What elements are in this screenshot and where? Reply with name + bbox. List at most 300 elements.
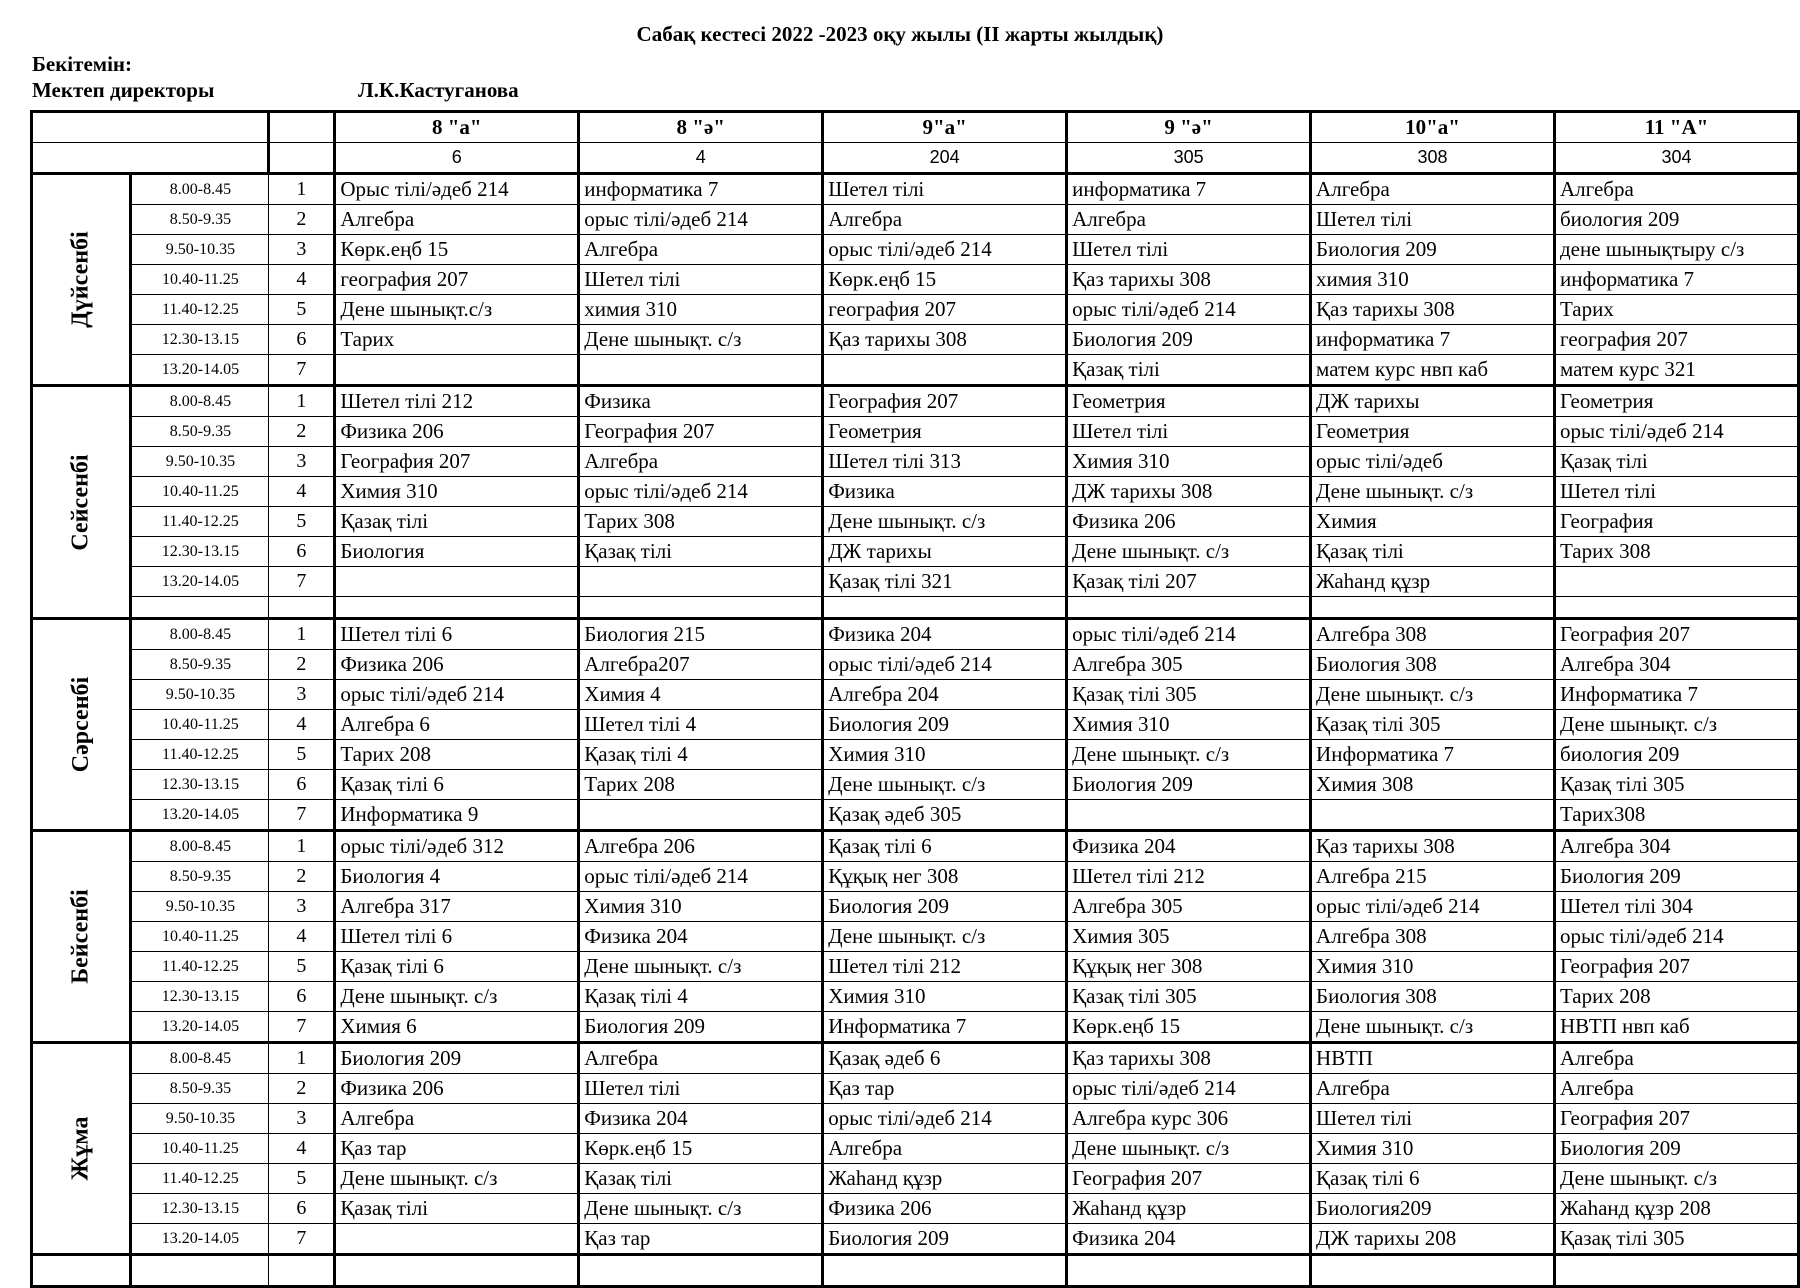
lesson-cell: Химия 310 (1067, 710, 1311, 740)
lesson-row (32, 619, 1799, 650)
lesson-row (32, 892, 1799, 922)
lesson-cell: орыс тілі/әдеб 214 (579, 862, 823, 892)
lesson-cell: Физика 204 (579, 922, 823, 952)
lesson-number: 1 (269, 619, 335, 650)
lesson-row (32, 1164, 1799, 1194)
lesson-cell: информатика 7 (579, 174, 823, 205)
lesson-number: 2 (269, 1074, 335, 1104)
lesson-cell: Информатика 7 (1311, 740, 1555, 770)
lesson-cell: Дене шынықт. с/з (335, 982, 579, 1012)
day-name: Бейсенбі (67, 889, 94, 984)
lesson-cell: Химия 310 (335, 477, 579, 507)
lesson-cell: орыс тілі/әдеб 214 (579, 477, 823, 507)
lesson-cell: Шетел тілі 6 (335, 619, 579, 650)
lesson-cell: Дене шынықт. с/з (579, 952, 823, 982)
empty-cell (335, 1255, 579, 1287)
schedule-table (30, 110, 1800, 1288)
lesson-cell: Геометрия (1067, 386, 1311, 417)
lesson-time: 8.50-9.35 (131, 862, 269, 892)
lesson-cell: биология 209 (1554, 740, 1798, 770)
class-name: 8 "а" (335, 112, 579, 143)
lesson-cell: Шетел тілі 212 (823, 952, 1067, 982)
lesson-cell: ДЖ тарихы (823, 537, 1067, 567)
spacer-row (32, 597, 1799, 619)
lesson-number: 3 (269, 447, 335, 477)
lesson-cell: Қаз тарихы 308 (1311, 295, 1555, 325)
lesson-number: 6 (269, 537, 335, 567)
lesson-cell: Қазақ тілі 207 (1067, 567, 1311, 597)
lesson-cell: ДЖ тарихы 308 (1067, 477, 1311, 507)
lesson-cell: информатика 7 (1311, 325, 1555, 355)
lesson-time: 8.00-8.45 (131, 1043, 269, 1074)
lesson-cell: орыс тілі/әдеб 214 (579, 205, 823, 235)
lesson-cell: Биология 215 (579, 619, 823, 650)
lesson-time: 8.00-8.45 (131, 831, 269, 862)
lesson-cell: Химия 310 (823, 740, 1067, 770)
lesson-cell: Шетел тілі 4 (579, 710, 823, 740)
lesson-cell: Қазақ тілі 305 (1554, 1224, 1798, 1255)
lesson-cell: Дене шынықт. с/з (823, 507, 1067, 537)
lesson-cell: Тарих (335, 325, 579, 355)
lesson-cell: Қаз тар (823, 1074, 1067, 1104)
lesson-time: 9.50-10.35 (131, 1104, 269, 1134)
lesson-row (32, 386, 1799, 417)
lesson-time: 10.40-11.25 (131, 922, 269, 952)
lesson-number: 1 (269, 174, 335, 205)
lesson-cell: Алгебра 204 (823, 680, 1067, 710)
lesson-number: 5 (269, 295, 335, 325)
lesson-cell: орыс тілі/әдеб 312 (335, 831, 579, 862)
lesson-time: 11.40-12.25 (131, 1164, 269, 1194)
lesson-cell: матем курс нвп каб (1311, 355, 1555, 386)
lesson-cell: Алгебра (1554, 174, 1798, 205)
lesson-row (32, 1043, 1799, 1074)
lesson-row (32, 325, 1799, 355)
lesson-cell: Алгебра 308 (1311, 922, 1555, 952)
lesson-cell: Биология 4 (335, 862, 579, 892)
lesson-cell: Дене шынықт. с/з (579, 1194, 823, 1224)
lesson-cell: Жаһанд құзр (823, 1164, 1067, 1194)
lesson-row (32, 770, 1799, 800)
lesson-number: 2 (269, 205, 335, 235)
lesson-number: 4 (269, 710, 335, 740)
lesson-number: 2 (269, 417, 335, 447)
lesson-time: 12.30-13.15 (131, 982, 269, 1012)
lesson-number: 3 (269, 892, 335, 922)
empty-cell (32, 1255, 131, 1287)
lesson-cell: Дене шынықт. с/з (1311, 1012, 1555, 1043)
lesson-cell: Биология 209 (1067, 325, 1311, 355)
lesson-row (32, 1134, 1799, 1164)
lesson-cell: Физика 206 (335, 650, 579, 680)
lesson-row (32, 537, 1799, 567)
lesson-cell: Дене шынықт. с/з (579, 325, 823, 355)
lesson-cell: Геометрия (1554, 386, 1798, 417)
lesson-number: 3 (269, 235, 335, 265)
lesson-cell: Қаз тар (335, 1134, 579, 1164)
lesson-cell: Көрк.еңб 15 (335, 235, 579, 265)
lesson-cell: Қаз тарихы 308 (1067, 265, 1311, 295)
lesson-cell: География (1554, 507, 1798, 537)
lesson-cell: Тарих308 (1554, 800, 1798, 831)
lesson-cell: Шетел тілі (823, 174, 1067, 205)
lesson-cell: Физика 204 (1067, 1224, 1311, 1255)
lesson-cell: орыс тілі/әдеб (1311, 447, 1555, 477)
lesson-cell (335, 1224, 579, 1255)
director-name: Л.К.Кастуганова (358, 78, 519, 102)
class-name: 9 "ә" (1067, 112, 1311, 143)
day-label-cell (32, 386, 131, 619)
lesson-cell (335, 355, 579, 386)
empty-cell (1554, 597, 1798, 619)
lesson-cell: Қазақ тілі 305 (1311, 710, 1555, 740)
lesson-number: 2 (269, 650, 335, 680)
day-name: Дүйсенбі (67, 231, 94, 328)
class-name: 11 "А" (1554, 112, 1798, 143)
lesson-cell: Шетел тілі 313 (823, 447, 1067, 477)
lesson-row (32, 205, 1799, 235)
lesson-cell: Қазақ тілі 305 (1067, 982, 1311, 1012)
blank-row (32, 1255, 1799, 1287)
lesson-cell (1067, 800, 1311, 831)
lesson-cell: Химия 310 (1067, 447, 1311, 477)
lesson-cell: Дене шынықт. с/з (823, 770, 1067, 800)
lesson-cell: орыс тілі/әдеб 214 (1067, 619, 1311, 650)
lesson-cell: дене шынықтыру с/з (1554, 235, 1798, 265)
lesson-cell: Дене шынықт. с/з (1067, 740, 1311, 770)
lesson-cell: Химия (1311, 507, 1555, 537)
class-room: 308 (1311, 143, 1555, 174)
lesson-row (32, 567, 1799, 597)
empty-cell (269, 1255, 335, 1287)
lesson-cell: Қазақ тілі (579, 537, 823, 567)
class-room: 204 (823, 143, 1067, 174)
lesson-cell: География 207 (1554, 952, 1798, 982)
lesson-row (32, 1012, 1799, 1043)
lesson-cell: Тарих (1554, 295, 1798, 325)
lesson-time: 10.40-11.25 (131, 477, 269, 507)
lesson-cell: Қаз тарихы 308 (1311, 831, 1555, 862)
lesson-cell: Алгебра (1311, 1074, 1555, 1104)
lesson-cell: Шетел тілі 304 (1554, 892, 1798, 922)
day-name: Сейсенбі (67, 453, 94, 551)
lesson-cell: Көрк.еңб 15 (579, 1134, 823, 1164)
lesson-cell: География 207 (1067, 1164, 1311, 1194)
lesson-row (32, 447, 1799, 477)
lesson-time: 8.00-8.45 (131, 174, 269, 205)
lesson-cell: Алгебра 206 (579, 831, 823, 862)
page-title: Сабақ кестесі 2022 -2023 оқу жылы (II жарты жылдық) (636, 22, 1164, 46)
lesson-time: 12.30-13.15 (131, 325, 269, 355)
lesson-number: 6 (269, 1194, 335, 1224)
class-name: 10"а" (1311, 112, 1555, 143)
lesson-cell: Химия 4 (579, 680, 823, 710)
lesson-cell: география 207 (823, 295, 1067, 325)
lesson-cell: матем курс 321 (1554, 355, 1798, 386)
lesson-cell: Алгебра 305 (1067, 650, 1311, 680)
lesson-cell: Шетел тілі (579, 265, 823, 295)
lesson-cell: орыс тілі/әдеб 214 (335, 680, 579, 710)
lesson-time: 10.40-11.25 (131, 265, 269, 295)
lesson-cell: Қазақ тілі 6 (1311, 1164, 1555, 1194)
lesson-cell: Шетел тілі (579, 1074, 823, 1104)
lesson-cell: Шетел тілі (1311, 1104, 1555, 1134)
lesson-row (32, 295, 1799, 325)
lesson-cell: Қазақ тілі 6 (335, 952, 579, 982)
lesson-time: 12.30-13.15 (131, 1194, 269, 1224)
empty-cell (269, 597, 335, 619)
lesson-row (32, 740, 1799, 770)
lesson-row (32, 922, 1799, 952)
lesson-cell: информатика 7 (1067, 174, 1311, 205)
lesson-cell: Химия 305 (1067, 922, 1311, 952)
lesson-cell (579, 567, 823, 597)
lesson-time: 12.30-13.15 (131, 537, 269, 567)
lesson-row (32, 1074, 1799, 1104)
lesson-cell: Шетел тілі 212 (1067, 862, 1311, 892)
lesson-cell: Қазақ әдеб 6 (823, 1043, 1067, 1074)
lesson-cell: Шетел тілі (1311, 205, 1555, 235)
lesson-cell: Биология 209 (1554, 1134, 1798, 1164)
lesson-number: 5 (269, 952, 335, 982)
lesson-cell: Тарих 208 (579, 770, 823, 800)
lesson-cell: География 207 (1554, 619, 1798, 650)
lesson-number: 7 (269, 1224, 335, 1255)
class-room: 4 (579, 143, 823, 174)
lesson-cell: Алгебра (823, 1134, 1067, 1164)
lesson-cell: Информатика 7 (1554, 680, 1798, 710)
lesson-number: 7 (269, 1012, 335, 1043)
lesson-cell: Алгебра (1554, 1074, 1798, 1104)
lesson-cell: Геометрия (823, 417, 1067, 447)
lesson-number: 7 (269, 567, 335, 597)
lesson-cell: Дене шынықт. с/з (335, 1164, 579, 1194)
lesson-cell: Химия 310 (579, 892, 823, 922)
lesson-cell: Химия 308 (1311, 770, 1555, 800)
lesson-cell: Қазақ тілі 4 (579, 982, 823, 1012)
lesson-cell: Физика 206 (335, 1074, 579, 1104)
lesson-cell: Информатика 9 (335, 800, 579, 831)
lesson-cell: География 207 (1554, 1104, 1798, 1134)
lesson-row (32, 235, 1799, 265)
lesson-cell: Дене шынықт. с/з (1067, 537, 1311, 567)
lesson-row (32, 710, 1799, 740)
lesson-cell: Биология 209 (1554, 862, 1798, 892)
lesson-cell: Алгебра (579, 235, 823, 265)
lesson-number: 1 (269, 386, 335, 417)
lesson-row (32, 650, 1799, 680)
lesson-cell: Алгебра (579, 447, 823, 477)
lesson-cell: Алгебра 317 (335, 892, 579, 922)
lesson-cell: Биология209 (1311, 1194, 1555, 1224)
lesson-time: 9.50-10.35 (131, 680, 269, 710)
lesson-time: 10.40-11.25 (131, 1134, 269, 1164)
lesson-cell: Алгебра курс 306 (1067, 1104, 1311, 1134)
lesson-cell: Қазақ тілі (579, 1164, 823, 1194)
lesson-row (32, 1104, 1799, 1134)
lesson-number: 6 (269, 770, 335, 800)
lesson-cell: орыс тілі/әдеб 214 (1067, 295, 1311, 325)
empty-cell (823, 1255, 1067, 1287)
lesson-row (32, 952, 1799, 982)
lesson-cell: Көрк.еңб 15 (823, 265, 1067, 295)
lesson-time: 10.40-11.25 (131, 710, 269, 740)
lesson-row (32, 265, 1799, 295)
empty-cell (131, 1255, 269, 1287)
lesson-cell (823, 355, 1067, 386)
lesson-cell: Алгебра (823, 205, 1067, 235)
lesson-cell: Жаһанд құзр 208 (1554, 1194, 1798, 1224)
lesson-cell: Қаз тарихы 308 (1067, 1043, 1311, 1074)
lesson-row (32, 982, 1799, 1012)
lesson-number: 2 (269, 862, 335, 892)
lesson-time: 13.20-14.05 (131, 355, 269, 386)
lesson-time: 8.00-8.45 (131, 619, 269, 650)
lesson-cell (579, 800, 823, 831)
day-name: Сәрсенбі (67, 676, 94, 773)
lesson-cell: Құқық нег 308 (823, 862, 1067, 892)
lesson-cell: Алгебра 305 (1067, 892, 1311, 922)
empty-cell (335, 597, 579, 619)
lesson-cell: Алгебра 304 (1554, 831, 1798, 862)
lesson-row (32, 1194, 1799, 1224)
class-header-row (32, 112, 1799, 143)
lesson-cell: Тарих 208 (335, 740, 579, 770)
lesson-time: 9.50-10.35 (131, 892, 269, 922)
lesson-cell: Алгебра (335, 205, 579, 235)
empty-cell (579, 1255, 823, 1287)
room-header-row (32, 143, 1799, 174)
lesson-cell: Жаһанд құзр (1311, 567, 1555, 597)
lesson-row (32, 507, 1799, 537)
lesson-cell: Биология 209 (823, 892, 1067, 922)
lesson-cell: орыс тілі/әдеб 214 (823, 650, 1067, 680)
lesson-cell: Қазақ тілі 321 (823, 567, 1067, 597)
director-label: Мектеп директоры (32, 78, 215, 102)
lesson-cell: Қазақ тілі (1554, 447, 1798, 477)
lesson-time: 9.50-10.35 (131, 235, 269, 265)
lesson-cell: Физика 204 (823, 619, 1067, 650)
lesson-cell: Дене шынықт. с/з (1311, 477, 1555, 507)
lesson-number: 6 (269, 982, 335, 1012)
lesson-number: 3 (269, 680, 335, 710)
lesson-row (32, 1224, 1799, 1255)
lesson-cell: Орыс тілі/әдеб 214 (335, 174, 579, 205)
lesson-number: 5 (269, 1164, 335, 1194)
lesson-cell: география 207 (1554, 325, 1798, 355)
day-label-cell (32, 831, 131, 1043)
lesson-cell: Биология 209 (335, 1043, 579, 1074)
lesson-cell: Алгебра (579, 1043, 823, 1074)
lesson-time: 8.50-9.35 (131, 417, 269, 447)
lesson-number: 5 (269, 507, 335, 537)
lesson-time: 11.40-12.25 (131, 952, 269, 982)
lesson-time: 13.20-14.05 (131, 800, 269, 831)
empty-cell (1067, 1255, 1311, 1287)
lesson-row (32, 417, 1799, 447)
lesson-time: 8.50-9.35 (131, 650, 269, 680)
lesson-cell: Қаз тарихы 308 (823, 325, 1067, 355)
lesson-number: 7 (269, 800, 335, 831)
corner-cell (32, 112, 269, 143)
lesson-cell: Химия 6 (335, 1012, 579, 1043)
lesson-cell: Алгебра 6 (335, 710, 579, 740)
empty-cell (823, 597, 1067, 619)
lesson-cell: Қазақ тілі 6 (823, 831, 1067, 862)
lesson-cell: Биология 308 (1311, 982, 1555, 1012)
lesson-cell: Қазақ тілі (1067, 355, 1311, 386)
lesson-cell: Биология (335, 537, 579, 567)
lesson-cell: Тарих 208 (1554, 982, 1798, 1012)
class-name: 8 "ә" (579, 112, 823, 143)
lesson-row (32, 355, 1799, 386)
lesson-cell: Құқық нег 308 (1067, 952, 1311, 982)
lesson-cell: Дене шынықт. с/з (1067, 1134, 1311, 1164)
lesson-cell: Қаз тар (579, 1224, 823, 1255)
corner-cell (269, 143, 335, 174)
empty-cell (131, 597, 269, 619)
lesson-cell: Тарих 308 (1554, 537, 1798, 567)
lesson-cell: орыс тілі/әдеб 214 (823, 1104, 1067, 1134)
lesson-cell (579, 355, 823, 386)
lesson-row (32, 862, 1799, 892)
lesson-number: 5 (269, 740, 335, 770)
lesson-cell: География 207 (823, 386, 1067, 417)
lesson-cell: География 207 (335, 447, 579, 477)
lesson-number: 4 (269, 477, 335, 507)
day-name: Жұма (67, 1116, 94, 1181)
lesson-row (32, 477, 1799, 507)
lesson-row (32, 174, 1799, 205)
lesson-cell: Алгебра (1554, 1043, 1798, 1074)
lesson-cell: Көрк.еңб 15 (1067, 1012, 1311, 1043)
lesson-cell (1311, 800, 1555, 831)
empty-cell (1554, 1255, 1798, 1287)
lesson-cell: НВТП (1311, 1043, 1555, 1074)
lesson-time: 8.50-9.35 (131, 205, 269, 235)
lesson-time: 9.50-10.35 (131, 447, 269, 477)
lesson-cell: Қазақ тілі 305 (1554, 770, 1798, 800)
lesson-cell: Информатика 7 (823, 1012, 1067, 1043)
lesson-time: 12.30-13.15 (131, 770, 269, 800)
corner-cell (269, 112, 335, 143)
lesson-cell: Биология 209 (579, 1012, 823, 1043)
lesson-cell (1554, 567, 1798, 597)
lesson-cell: Физика 206 (1067, 507, 1311, 537)
lesson-cell: Алгебра207 (579, 650, 823, 680)
lesson-cell: Физика 206 (335, 417, 579, 447)
lesson-cell: Шетел тілі (1067, 417, 1311, 447)
lesson-cell: Биология 209 (823, 710, 1067, 740)
lesson-time: 11.40-12.25 (131, 507, 269, 537)
lesson-time: 8.00-8.45 (131, 386, 269, 417)
lesson-cell: биология 209 (1554, 205, 1798, 235)
empty-cell (1067, 597, 1311, 619)
lesson-cell: Биология 308 (1311, 650, 1555, 680)
lesson-cell: Шетел тілі (1554, 477, 1798, 507)
empty-cell (579, 597, 823, 619)
lesson-cell: Дене шынықт. с/з (1554, 710, 1798, 740)
lesson-cell: Шетел тілі 6 (335, 922, 579, 952)
lesson-cell: Қазақ тілі (335, 507, 579, 537)
lesson-time: 13.20-14.05 (131, 1012, 269, 1043)
lesson-cell: Дене шынықт.с/з (335, 295, 579, 325)
day-label-cell (32, 619, 131, 831)
lesson-cell: Қазақ әдеб 305 (823, 800, 1067, 831)
lesson-cell (335, 567, 579, 597)
lesson-number: 1 (269, 1043, 335, 1074)
lesson-cell: Қазақ тілі (335, 1194, 579, 1224)
